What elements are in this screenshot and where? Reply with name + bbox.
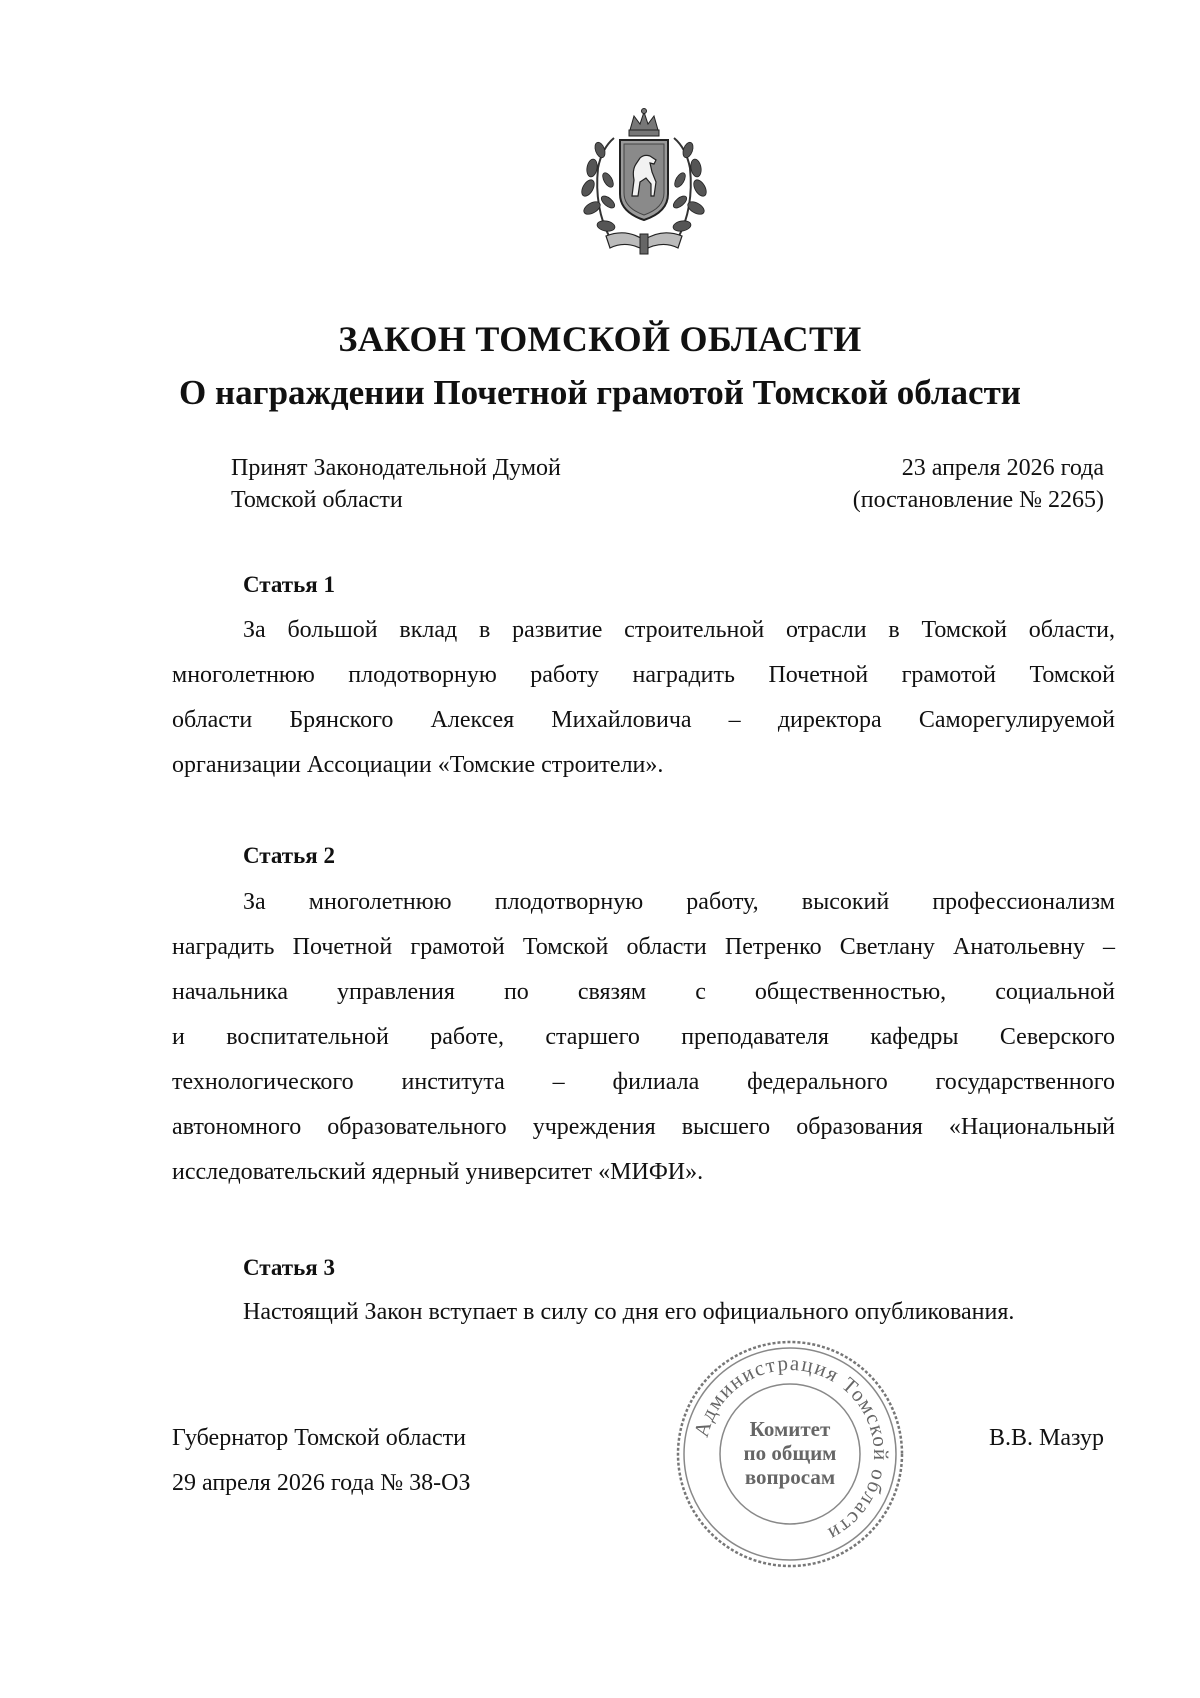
article-2-line: и воспитательной работе, старшего преподавателя кафедры Северского: [172, 1024, 1115, 1050]
article-3-line: Настоящий Закон вступает в силу со дня его официального опубликования.: [243, 1299, 1015, 1325]
article-3-heading: Статья 3: [243, 1255, 335, 1280]
article-2-line: наградить Почетной грамотой Томской области Петренко Светлану Анатольевну –: [172, 934, 1115, 960]
stamp-center-line-2: по общим: [743, 1441, 837, 1465]
coat-of-arms-icon: [570, 108, 718, 258]
official-stamp: [674, 1338, 906, 1570]
adoption-date-block: [853, 452, 1104, 516]
adoption-date: 23 апреля 2026 года: [901, 455, 1104, 481]
article-2-text: [172, 880, 1115, 1195]
article-1-heading: Статья 1: [243, 572, 335, 597]
adopted-by-line-1: Принят Законодательной Думой: [231, 455, 561, 481]
article-1-line: области Брянского Алексея Михайловича – директора Саморегулируемой: [172, 707, 1115, 733]
law-title: ЗАКОН ТОМСКОЙ ОБЛАСТИ: [338, 319, 862, 359]
article-1-line: организации Ассоциации «Томские строители».: [172, 752, 664, 778]
resolution-number: (постановление № 2265): [852, 487, 1104, 513]
stamp-center-line-3: вопросам: [744, 1465, 836, 1489]
article-2-line: начальника управления по связям с общественностью, социальной: [172, 979, 1115, 1005]
article-1-line: многолетнюю плодотворную работу наградить Почетной грамотой Томской: [172, 662, 1115, 688]
governor-position: Губернатор Томской области: [172, 1425, 466, 1451]
signature-block: [172, 1416, 471, 1506]
article-1-line: За большой вклад в развитие строительной отрасли в Томской области,: [243, 617, 1115, 643]
article-2-line: автономного образовательного учреждения высшего образования «Национальный: [172, 1114, 1115, 1140]
article-2-heading: Статья 2: [243, 843, 335, 868]
article-3-text: [243, 1290, 1123, 1335]
adopted-by-block: [231, 452, 561, 516]
law-subtitle: О награждении Почетной грамотой Томской области: [179, 373, 1021, 412]
stamp-ring-text: Администрация Томской области: [688, 1350, 894, 1547]
article-2-line: За многолетнюю плодотворную работу, высокий профессионализм: [243, 889, 1115, 915]
article-2-line: исследовательский ядерный университет «МИФИ».: [172, 1159, 704, 1185]
adopted-by-line-2: Томской области: [231, 487, 403, 513]
article-1-text: [172, 608, 1115, 788]
governor-name: В.В. Мазур: [989, 1425, 1104, 1451]
law-date-number: 29 апреля 2026 года № 38-ОЗ: [172, 1470, 471, 1496]
stamp-center-line-1: Комитет: [749, 1417, 831, 1441]
article-2-line: технологического института – филиала федерального государственного: [172, 1069, 1115, 1095]
